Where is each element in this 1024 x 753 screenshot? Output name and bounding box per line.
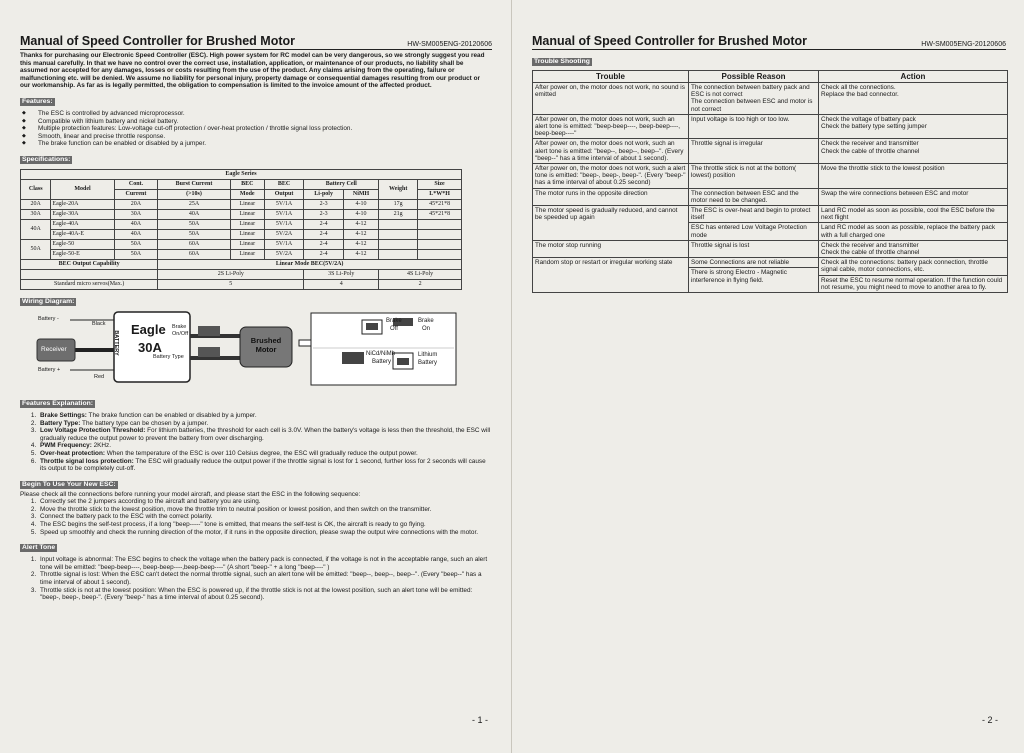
list-item: 5. Speed up smoothly and check the running direction of the motor, if it runs in the opposite direction, please swap the output wire connections with the motor. <box>38 529 492 537</box>
cell-action <box>819 83 1008 115</box>
cell-burst: 50A <box>158 229 231 239</box>
battery-plus-label: Battery + <box>38 366 61 373</box>
nicd-label: NiCd/NiMh <box>366 350 396 357</box>
col-mode: Mode <box>230 189 264 199</box>
reason-item: Throttle signal is lost <box>691 241 750 249</box>
cell-class: 40A <box>21 219 51 239</box>
battery-minus-label: Battery - <box>38 315 59 322</box>
brake-on-label: On <box>422 325 431 332</box>
specifications-table <box>20 169 462 290</box>
reason-item: Throttle signal is irregular <box>691 140 763 148</box>
features-heading: Features: <box>22 97 53 105</box>
page-number: - 1 - <box>471 715 488 725</box>
esc-model-label: 30A <box>138 339 162 355</box>
action-item: Replace the bad connector. <box>821 91 899 99</box>
col-reason: Possible Reason <box>689 71 819 83</box>
servo-4s: 2 <box>379 279 462 289</box>
specifications-heading: Specifications: <box>22 155 71 163</box>
cell-action <box>819 139 1008 164</box>
table-row <box>533 240 1008 257</box>
red-wire-label: Red <box>94 373 105 380</box>
wiring-diagram <box>20 310 462 392</box>
brake-jumper-label: Brake <box>172 323 187 330</box>
feature-item: ◆ The brake function can be enabled or disabled by a jumper. <box>38 140 492 148</box>
esc-brand-label: Eagle <box>131 321 166 337</box>
table-row <box>21 249 462 259</box>
action-item: Move the throttle stick to the lowest position <box>821 165 945 173</box>
lithium-label: Lithium <box>418 351 438 358</box>
cell-model: Eagle-30A <box>51 209 114 219</box>
cell-lipo: 2-4 <box>304 239 344 249</box>
list-item: 1. Input voltage is abnormal: The ESC begins to check the voltage when the battery pack is connected, if the voltage is not in the acceptable range, such an alert tone will be emitted: "beep-beep----, beep-beep----,beep-beep----" (A short "beep-" + a long "beep----" ) <box>38 556 492 571</box>
action-item: Check the battery type setting jumper <box>821 123 927 131</box>
cell-trouble: The motor stop running <box>533 240 689 257</box>
col-output: Output <box>264 189 304 199</box>
reason-item: Input voltage is too high or too low. <box>691 115 790 123</box>
cell-weight: 21g <box>379 209 418 219</box>
cell-lipo: 2-4 <box>304 219 344 229</box>
col-class: Class <box>21 179 51 199</box>
cell-cont: 50A <box>114 239 158 249</box>
trouble-shooting-heading: Trouble Shooting <box>534 58 590 65</box>
cell-size <box>418 219 462 229</box>
col-weight: Weight <box>379 179 418 199</box>
table-row <box>533 139 1008 164</box>
cell-reason <box>689 164 819 189</box>
reason-item: ESC has entered Low Voltage Protection mode <box>689 222 818 238</box>
cell-burst: 60A <box>158 249 231 259</box>
cell-weight <box>379 249 418 259</box>
list-item <box>38 427 492 442</box>
wiring-heading: Wiring Diagram: <box>22 297 75 305</box>
cell-trouble: The motor speed is gradually reduced, and cannot be speeded up again <box>533 206 689 241</box>
cell-size <box>418 239 462 249</box>
feature-item: ◆ The ESC is controlled by advanced microprocessor. <box>38 110 492 118</box>
cell-mode: Linear <box>230 229 264 239</box>
manual-title: Manual of Speed Controller for Brushed Motor <box>532 34 808 48</box>
cell-cont: 20A <box>114 199 158 209</box>
col-burst-time: (>10s) <box>158 189 231 199</box>
cell-nimh: 4-12 <box>343 249 378 259</box>
page-header <box>20 34 492 50</box>
brake-on-title: Brake <box>418 317 434 324</box>
cell-mode: Linear <box>230 219 264 229</box>
cell-class: 20A <box>21 199 51 209</box>
cell-trouble: After power on, the motor does not work, no sound is emitted <box>533 83 689 115</box>
col-current: Current <box>114 189 158 199</box>
features-list <box>20 110 492 148</box>
document-code: HW-SM005ENG-20120606 <box>921 41 1006 48</box>
receiver-label: Receiver <box>41 345 67 353</box>
page-number: - 2 - <box>981 715 998 725</box>
list-item: 2. Throttle signal is lost: When the ESC can't detect the normal throttle signal, such an alert tone will be emitted: "beep--, beep--, beep--". (Every "beep--" has a time interval of about 1 second). <box>38 571 492 586</box>
col-size: Size <box>418 179 462 189</box>
table-row <box>533 188 1008 205</box>
brake-off-label: Off <box>390 325 398 332</box>
bec-capability-label: BEC Output Capability <box>21 259 158 269</box>
action-item: Check the cable of throttle channel <box>821 147 920 155</box>
cell-nimh: 4-12 <box>343 239 378 249</box>
table-row <box>21 199 462 209</box>
cell-action <box>819 188 1008 205</box>
cell-mode: Linear <box>230 239 264 249</box>
cell-class: 50A <box>21 239 51 259</box>
cell-trouble: After power on, the motor does not work, such an alert tone is emitted: "beep--, beep--, beep--". (Every "beep--" has a time interval of about 1 second). <box>533 139 689 164</box>
manual-page-2 <box>512 0 1024 753</box>
cell-model: Eagle-40A <box>51 219 114 229</box>
cell-action <box>819 240 1008 257</box>
cell-size <box>418 229 462 239</box>
reason-item: Some Connections are not reliable <box>691 259 790 267</box>
item-title: Brake Settings: <box>40 411 87 419</box>
item-text: The battery type can be chosen by a jumper. <box>80 419 209 427</box>
cell-class: 30A <box>21 209 51 219</box>
cell-output: 5V/1A <box>264 199 304 209</box>
servo-2s: 5 <box>158 279 304 289</box>
action-item: Check the voltage of battery pack <box>821 115 916 123</box>
reason-item: There is strong Electro - Magnetic interference in flying field. <box>689 267 818 283</box>
cell-lipo: 2-4 <box>304 229 344 239</box>
reason-item: The throttle stick is not at the bottom( lowest) position <box>691 165 797 180</box>
action-item: Land RC model as soon as possible, cool the ESC before the next flight <box>821 207 995 222</box>
action-item: Land RC model as soon as possible, replace the battery pack with a full charged one <box>819 222 1007 238</box>
action-item: Swap the wire connections between ESC and motor <box>821 189 969 197</box>
nicd-battery-label: Battery <box>372 358 392 365</box>
action-item: Check the receiver and transmitter <box>821 140 919 148</box>
cell-output: 5V/1A <box>264 239 304 249</box>
item-text: When the temperature of the ESC is over 110 Celsius degree, the ESC will gradually reduce the output power. <box>104 449 418 457</box>
reason-item: The ESC is over-heat and begin to protect itself <box>691 207 811 222</box>
col-battery-cell: Battery Cell <box>304 179 379 189</box>
cell-trouble: After power on, the motor does not work, such an alert tone is emitted: "beep-beep----, beep-beep----, beep-beep----" <box>533 114 689 139</box>
item-title: Throttle signal loss protection: <box>40 457 134 465</box>
cell-reason <box>689 206 819 241</box>
col-lipoly: Li-poly <box>304 189 344 199</box>
cell-nimh: 4-12 <box>343 219 378 229</box>
cell-trouble: The motor runs in the opposite direction <box>533 188 689 205</box>
cell-nimh: 4-12 <box>343 229 378 239</box>
cell-burst: 60A <box>158 239 231 249</box>
feature-item: ◆ Compatible with lithium battery and nickel battery. <box>38 118 492 126</box>
action-item: Check all the connections: battery pack connection, throttle signal cable, motor connections, etc. <box>821 259 988 274</box>
col-action: Action <box>819 71 1008 83</box>
table-row <box>533 83 1008 115</box>
cell-nimh: 4-10 <box>343 199 378 209</box>
col-3s: 3S Li-Poly <box>304 269 379 279</box>
battery-type-jumper-label: Battery Type <box>153 353 184 360</box>
list-item: 3. Connect the battery pack to the ESC with the correct polarity. <box>38 513 492 521</box>
item-text: For lithium batteries, the threshold for each cell is 3.0V. When the battery's voltage is less then the threshold, the ESC will gradually reduce the output power to prevent the battery from over discharging. <box>40 427 491 442</box>
motor-label-2: Motor <box>255 344 277 354</box>
item-title: Low Voltage Protection Threshold: <box>40 427 146 435</box>
col-4s: 4S Li-Poly <box>379 269 462 279</box>
item-text: The brake function can be enabled or disabled by a jumper. <box>86 411 257 419</box>
cell-cont: 40A <box>114 219 158 229</box>
brake-off-title: Brake <box>386 317 402 324</box>
cell-model: Eagle-50 <box>51 239 114 249</box>
col-cont: Cont. <box>114 179 158 189</box>
list-item: 1. Correctly set the 2 jumpers according to the aircraft and battery you are using. <box>38 498 492 506</box>
trouble-shooting-table <box>532 70 1008 293</box>
action-item: Reset the ESC to resume normal operation. If the function could not resume, you might need to move to another area to fly. <box>819 275 1007 291</box>
cell-reason <box>689 139 819 164</box>
table-row <box>533 258 1008 293</box>
battery-vertical-label: BATTERY <box>113 330 119 356</box>
cell-size: 45*21*8 <box>418 199 462 209</box>
cell-weight: 17g <box>379 199 418 209</box>
alert-tone-list <box>20 556 492 602</box>
col-trouble: Trouble <box>533 71 689 83</box>
item-text: 2KHz. <box>91 442 112 450</box>
lithium-battery-label: Battery <box>418 359 438 366</box>
list-item <box>38 450 492 458</box>
onoff-jumper-label: On/Off <box>172 330 189 337</box>
table-row <box>533 114 1008 139</box>
cell-model: Eagle-20A <box>51 199 114 209</box>
cell-reason <box>689 114 819 139</box>
table-row <box>533 164 1008 189</box>
cell-reason <box>689 188 819 205</box>
servo-label: Standard micro servos(Max.) <box>21 279 158 289</box>
cell-action <box>819 206 1008 241</box>
reason-item: The connection between ESC and the motor need to be changed. <box>691 189 799 204</box>
cell-action <box>819 114 1008 139</box>
list-item <box>38 412 492 420</box>
action-item: Check all the connections. <box>821 84 896 91</box>
list-item <box>38 442 492 450</box>
cell-action <box>819 164 1008 189</box>
black-wire-label: Black <box>92 320 106 327</box>
manual-title: Manual of Speed Controller for Brushed Motor <box>20 34 296 48</box>
item-title: Battery Type: <box>40 419 81 427</box>
item-title: Over-heat protection: <box>40 449 105 457</box>
feature-item: ◆ Smooth, linear and precise throttle response. <box>38 133 492 141</box>
col-model: Model <box>51 179 114 199</box>
cell-mode: Linear <box>230 249 264 259</box>
document-code: HW-SM005ENG-20120606 <box>407 41 492 48</box>
reason-item: The connection between ESC and motor is not correct <box>691 98 813 113</box>
cell-burst: 40A <box>158 209 231 219</box>
action-item: Check the cable of throttle channel <box>821 249 920 257</box>
begin-steps <box>20 498 492 536</box>
cell-nimh: 4-10 <box>343 209 378 219</box>
cell-output: 5V/2A <box>264 249 304 259</box>
features-explanation-heading: Features Explanation: <box>22 399 94 407</box>
cell-trouble: Random stop or restart or irregular working state <box>533 258 689 293</box>
features-explanation-list <box>20 412 492 473</box>
cell-burst: 25A <box>158 199 231 209</box>
cell-trouble: After power on, the motor does not work, such a alert tone is emitted: "beep-, beep-, beep-". (Every "beep-" has a time interval of about 0.25 second) <box>533 164 689 189</box>
begin-heading: Begin To Use Your New ESC: <box>22 480 116 488</box>
list-item: 2. Move the throttle stick to the lowest position, move the throttle trim to neutral position or lowest position, and then switch on the transmitter. <box>38 506 492 514</box>
cell-lipo: 2-3 <box>304 209 344 219</box>
cell-reason <box>689 83 819 115</box>
page-header <box>532 34 1006 50</box>
cell-mode: Linear <box>230 199 264 209</box>
cell-cont: 50A <box>114 249 158 259</box>
cell-output: 5V/1A <box>264 219 304 229</box>
feature-item: ◆ Multiple protection features: Low-voltage cut-off protection / over-heat protection / throttle signal loss protection. <box>38 125 492 133</box>
table-row <box>533 206 1008 241</box>
linear-mode-label: Linear Mode BEC(5V/2A) <box>158 259 462 269</box>
col-lwh: L*W*H <box>418 189 462 199</box>
cell-lipo: 2-4 <box>304 249 344 259</box>
table-row <box>21 239 462 249</box>
cell-output: 5V/2A <box>264 229 304 239</box>
cell-model: Eagle-40A-E <box>51 229 114 239</box>
list-item: 3. Throttle stick is not at the lowest position: When the ESC is powered up, if the throttle stick is not at the lowest position, such an alert tone will be emitted: "beep-, beep-, beep-". (Every "beep-" has a time interval of about 0.25 second). <box>38 587 492 602</box>
item-title: PWM Frequency: <box>40 442 92 450</box>
intro-disclaimer: Thanks for purchasing our Electronic Speed Controller (ESC). High power system for RC model can be very dangerous, so we strongly suggest you read this manual carefully. In that we have no control over the correct use, installation, application, or maintenance of our products, no liability shall be assumed nor accepted for any damages, losses or costs resulting from the use of the product. Any claims arising from the operating, failure or malfunctioning etc. will be denied. We assume no liability for personal injury, property damage or consequential damages resulting from our product or our workmanship. As far as is legally permitted, the obligation to compensation is limited to the invoice amount of the affected product. <box>20 52 485 90</box>
series-header: Eagle Series <box>21 169 462 179</box>
cell-size <box>418 249 462 259</box>
motor-label-1: Brushed <box>250 335 282 345</box>
alert-tone-heading: Alert Tone <box>22 544 56 552</box>
item-text: The ESC will gradually reduce the output power if the throttle signal is lost for 1 second, further loss for 2 seconds will cause its output to be completely cut-off. <box>40 457 486 473</box>
cell-output: 5V/1A <box>264 209 304 219</box>
action-item: Check the receiver and transmitter <box>821 241 919 249</box>
col-bec-output: BEC <box>264 179 304 189</box>
list-item <box>38 420 492 428</box>
table-row <box>21 229 462 239</box>
cell-mode: Linear <box>230 209 264 219</box>
list-item: 4. The ESC begins the self-test process, if a long "beep-----" tone is emitted, that means the self-test is OK, the aircraft is ready to go flying. <box>38 521 492 529</box>
cell-reason <box>689 240 819 257</box>
col-2s: 2S Li-Poly <box>158 269 304 279</box>
cell-size: 45*21*8 <box>418 209 462 219</box>
col-nimh: NiMH <box>343 189 378 199</box>
cell-cont: 30A <box>114 209 158 219</box>
begin-intro: Please check all the connections before running your model aircraft, and please start the ESC in the following sequence: <box>20 490 361 498</box>
cell-weight <box>379 229 418 239</box>
servo-3s: 4 <box>304 279 379 289</box>
cell-cont: 40A <box>114 229 158 239</box>
cell-lipo: 2-3 <box>304 199 344 209</box>
cell-weight <box>379 219 418 229</box>
cell-model: Eagle-50-E <box>51 249 114 259</box>
reason-item: The connection between battery pack and ESC is not correct <box>691 84 810 99</box>
cell-burst: 50A <box>158 219 231 229</box>
col-burst: Burst Current <box>158 179 231 189</box>
list-item <box>38 458 492 473</box>
col-bec: BEC <box>230 179 264 189</box>
table-row <box>21 219 462 229</box>
cell-reason <box>689 258 819 293</box>
table-row <box>21 209 462 219</box>
cell-weight <box>379 239 418 249</box>
cell-action <box>819 258 1008 293</box>
